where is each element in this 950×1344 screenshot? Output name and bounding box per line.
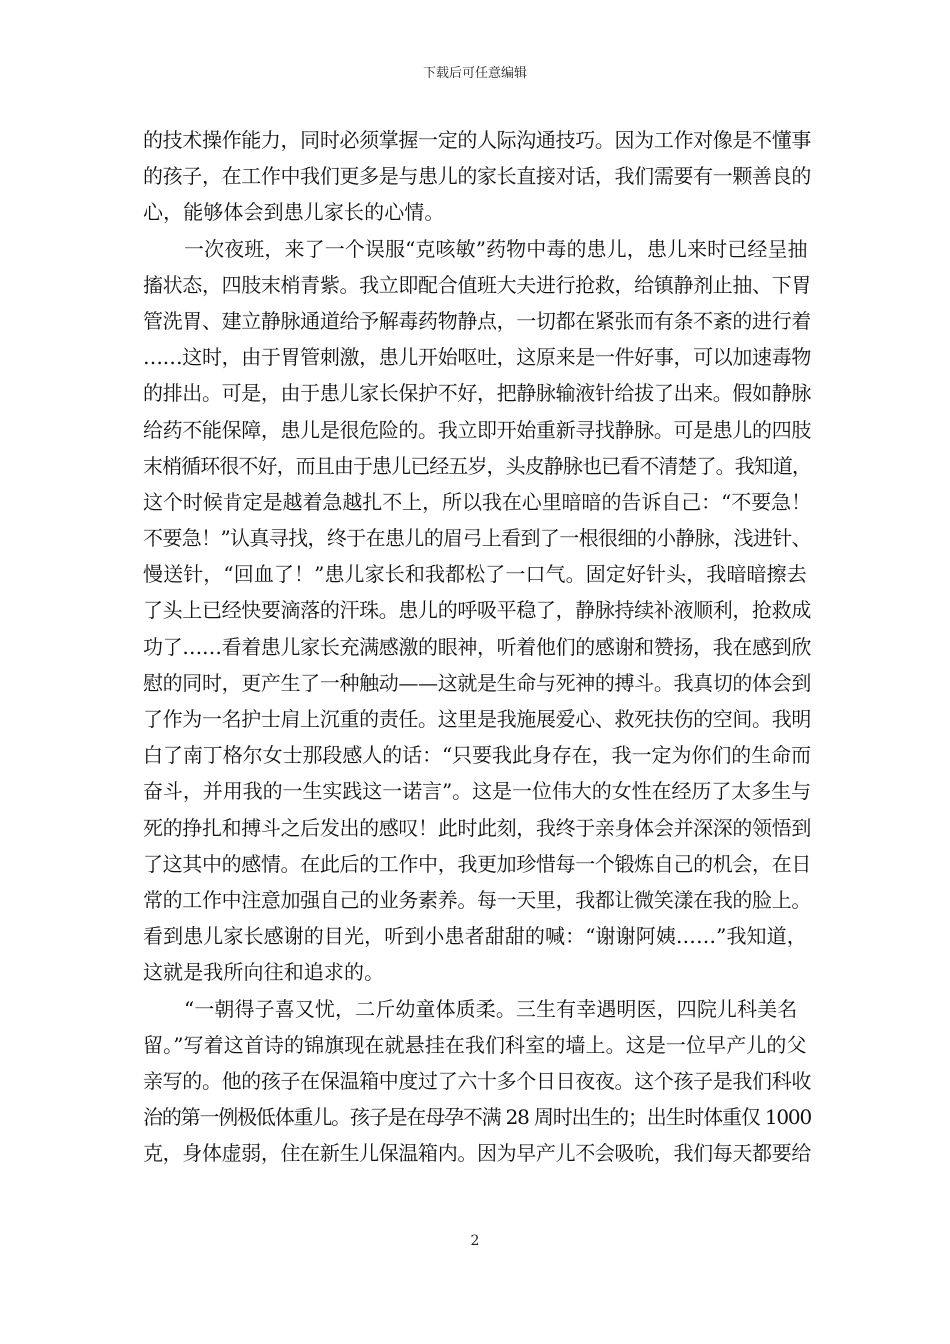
text-line: 管洗胃、建立静脉通道给予解毒药物静点，一切都在紧张而有条不紊的进行着 [143, 308, 811, 333]
text-line: 白了南丁格尔女士那段感人的话：“只要我此身存在，我一定为你们的生命而 [143, 743, 811, 768]
text-line: 的孩子，在工作中我们更多是与患儿的家长直接对话，我们需要有一颗善良的 [143, 164, 811, 189]
text-line: 死的挣扎和搏斗之后发出的感叹！此时此刻，我终于亲身体会并深深的领悟到 [143, 815, 811, 840]
page-number: 2 [470, 1233, 480, 1249]
text-line: 这就是我所向往和追求的。 [143, 960, 385, 985]
text-line: 的技术操作能力，同时必须掌握一定的人际沟通技巧。因为工作对像是不懂事 [143, 128, 811, 152]
text-line: 给药不能保障，患儿是很危险的。我立即开始重新寻找静脉。可是患儿的四肢 [143, 417, 811, 442]
body-text [143, 122, 811, 1171]
text-line: 常的工作中注意加强自己的业务素养。每一天里，我都让微笑漾在我的脸上。 [143, 887, 811, 912]
text-line: “一朝得子喜又忧，二斤幼童体质柔。三生有幸遇明医，四院儿科美名 [184, 996, 798, 1021]
text-line: 心，能够体会到患儿家长的心情。 [143, 200, 445, 225]
text-line: 末梢循环很不好，而且由于患儿已经五岁，头皮静脉也已看不清楚了。我知道， [143, 453, 811, 478]
text-line: 治的第一例极低体重儿。孩子是在母孕不满 28 周时出生的；出生时体重仅 1000 [143, 1105, 811, 1130]
text-line: 了这其中的感情。在此后的工作中，我更加珍惜每一个锻炼自己的机会，在日 [143, 851, 811, 876]
text-line: 的排出。可是，由于患儿家长保护不好，把静脉输液针给拔了出来。假如静脉 [143, 381, 811, 406]
text-line: 亲写的。他的孩子在保温箱中度过了六十多个日日夜夜。这个孩子是我们科收 [143, 1068, 811, 1093]
text-line: 这个时候肯定是越着急越扎不上，所以我在心里暗暗的告诉自己：“不要急！ [143, 489, 811, 514]
page-header: 下载后可任意编辑 [422, 66, 527, 81]
text-line: 看到患儿家长感谢的目光，听到小患者甜甜的喊：“谢谢阿姨……”我知道， [143, 924, 807, 949]
text-line: 留。”写着这首诗的锦旗现在就悬挂在我们科室的墙上。这是一位早产儿的父 [143, 1032, 807, 1057]
text-line: 了作为一名护士肩上沉重的责任。这里是我施展爱心、救死扶伤的空间。我明 [143, 707, 811, 731]
text-line: 不要急！”认真寻找，终于在患儿的眉弓上看到了一根很细的小静脉，浅进针、 [143, 526, 811, 551]
text-line: ……这时，由于胃管刺激，患儿开始呕吐，这原来是一件好事，可以加速毒物 [143, 345, 811, 370]
text-line: 慢送针，“回血了！”患儿家长和我都松了一口气。固定好针头，我暗暗擦去 [143, 562, 807, 587]
text-line: 克，身体虚弱，住在新生儿保温箱内。因为早产儿不会吸吮，我们每天都要给 [143, 1141, 811, 1166]
text-line: 了头上已经快要滴落的汗珠。患儿的呼吸平稳了，静脉持续补液顺利，抢救成 [143, 598, 811, 623]
text-line: 慰的同时，更产生了一种触动——这就是生命与死神的搏斗。我真切的体会到 [143, 670, 811, 695]
text-line: 奋斗，并用我的一生实践这一诺言”。这是一位伟大的女性在经历了太多生与 [143, 779, 811, 804]
text-line: 功了……看着患儿家长充满感激的眼神，听着他们的感谢和赞扬，我在感到欣 [143, 634, 811, 659]
text-line: 搐状态，四肢末梢青紫。我立即配合值班大夫进行抢救，给镇静剂止抽、下胃 [143, 272, 811, 297]
text-line: 一次夜班，来了一个误服“克咳敏”药物中毒的患儿，患儿来时已经呈抽 [184, 236, 808, 261]
